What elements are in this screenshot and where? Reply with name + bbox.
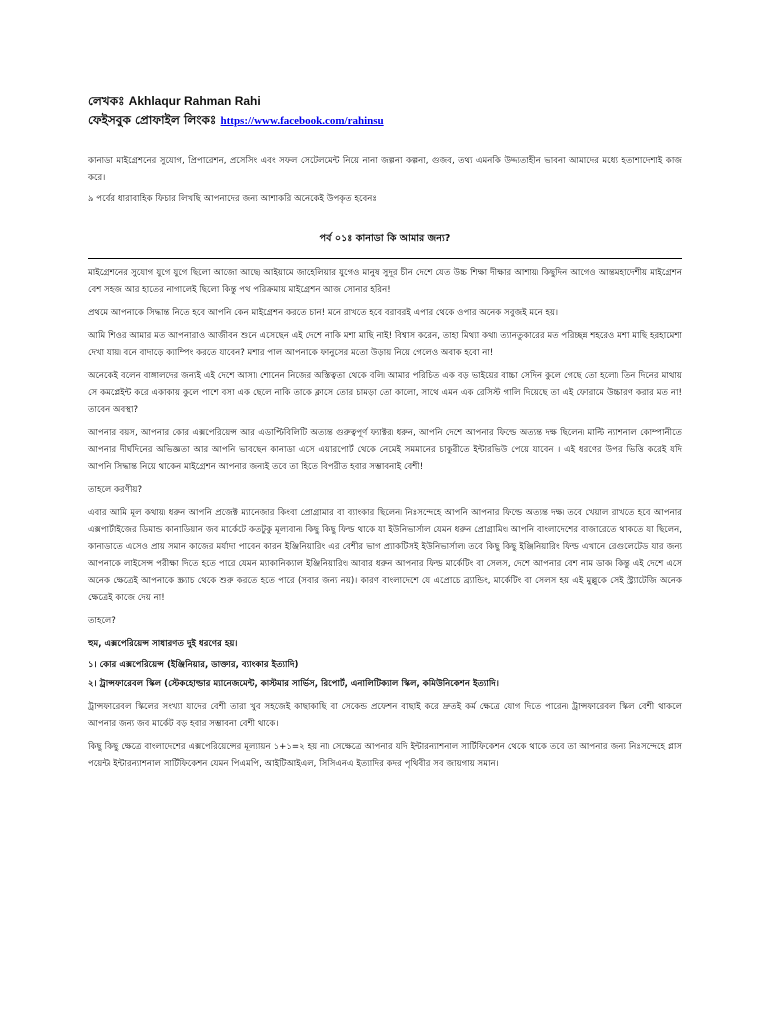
- author-line: [88, 92, 682, 111]
- body-paragraph: ট্রান্সফারেবল স্কিলের সংখ্যা যাদের বেশী তারা খুব সহজেই কাছাকাছি বা সেকেন্ড প্রফেশন বাছাই করে দ্রুতই কর্ম ক্ষেত্রে যোগ দিতে পারেন৷ ট্রান্সফারেবল স্কিল বেশী থাকলে আপনার জন্য জব মার্কেট বড় হবার সম্ভাবনা বেশী থাকে।: [88, 702, 682, 729]
- body-paragraph: এবার আমি মূল কথায়৷ ধরুন আপনি প্রজেক্ট ম্যানেজার কিংবা প্রোগ্রামার বা ব্যাংকার ছিলেন৷ নিঃসন্দেহে আপনি আপনার ফিল্ডে অত্যন্ত দক্ষ৷ তবে খেয়াল রাখতে হবে আপনার এক্সপার্টাইজের ডিমান্ড কানাডিয়ান জব মার্কেটে কতটুকু মূল্যবান৷ কিছু কিছু ফিল্ড থাকে যা ইউনিভার্সাল যেমন ধরুন প্রোগ্রামিং৷ আপনি বাংলাদেশের বাজারেতে থাকতে যা ছিলেন, কানাডাতে এসেও প্রায় সমান কাজের মর্যাদা পাবেন কারন ইঞ্জিনিয়ারিং এর বেশীর ভাগ প্র্যাকটিসই ইউনিভার্সাল৷ তবে কিছু কিছু ইঞ্জিনিয়ারিং ফিল্ড এখানে রেগুলেটেড যার জন্য আপনাকে লাইসেন্স পরীক্ষা দিতে হতে পারে যেমন ম্যাকানিক্যাল ইঞ্জিনিয়ারিং৷ আবার ধরুন আপনার ফিল্ড মার্কেটিং বা সেলস, দেশে আপনার বেশ নাম ডাক৷ কিন্তু এই দেশে এসে অনেক ক্ষেত্রেই আপনাকে স্ক্র্যাচ থেকে শুরু করতে হতে পারে (সবার জন্য নয়)। কারণ বাংলাদেশে যে এপ্রোচে ব্র্যান্ডিং, মার্কেটিং বা সেলস হয় এই মুল্লুকে সেই স্ট্র্যাটেজি অনেক ক্ষেত্রেই কাজে দেয় না!: [88, 508, 682, 603]
- list-item: ২। ট্রান্সফারেবল স্কিল (স্টেকহোল্ডার ম্যানেজমেন্ট, কাস্টমার সার্ভিস, রিপোর্ট, এনালিটিক্যাল স্কিল, কমিউনিকেশন ইত্যাদি।: [88, 679, 499, 689]
- body-paragraph: অনেকেই বলেন বাঙ্গালদের জন্যই এই দেশে আসা৷ শোনেন নিজের অস্তিত্বতা থেকে বলি৷ আমার পরিচিত এক বড় ভাইয়ের বাচ্চা সেদিন কুলে গেছে তো হলো৷ তিন দিনের মাথায় সে কমপ্লেইন্ট করে একাকায় কুলে পাশে বসা এক ছেলে নাকি তাকে ক্লাসে তোর চামড়া তো কালো, সাথে এমন এক রেসিস্ট গালি দিয়েছে তা এই ফোরামে উচ্চারণ করার মত না! তাবেন অবস্থা?: [88, 371, 682, 415]
- body-paragraph: তাহলে করণীয়?: [88, 485, 143, 495]
- body-paragraph: আপনার বয়স, আপনার কোর এক্সপেরিয়েন্স আর এডাপ্টিবিলিটি অত্যন্ত গুরুত্বপূর্ণ ফ্যাক্টর৷ ধরুন, আপনি দেশে আপনার ফিল্ডে অত্যন্ত দক্ষ ছিলেন৷ মাল্টি ন্যাশনাল কোম্পানীতে আপনার দীর্ঘদিনের অভিজ্ঞতা আর আপনি ভাবছেন কানাডা এসে এয়ারপোর্ট থেকে নেমেই সমমানের চাকুরীতে ইন্টারভিউ পেয়ে যাবেন । এই ধরণের উপর ভিত্তি করেই যদি আপনি সিদ্ধান্ত নিয়ে থাকেন মাইগ্রেশন আপনার জন্যই তবে তা হিতে বিপরীত হবার সম্ভাবনাই বেশী!: [88, 428, 682, 472]
- body-paragraph: তাহলে?: [88, 616, 116, 626]
- document-body: [88, 88, 682, 773]
- intro-paragraph: ৯ পর্বের ধারাবাহিক ফিচার লিখছি আপনাদের জন্য আশাকরি অনেকেই উপকৃত হবেনঃ: [88, 194, 377, 204]
- body-paragraph: মাইগ্রেশনের সুযোগ যুগে যুগে ছিলো আজো আছে৷ আইয়ামে জাহেলিয়ার যুগেও মানুষ সুদূর চীন দেশে যেত উচ্চ শিক্ষা দীক্ষার আশায়৷ কিছুদিন আগেও আন্তমহাদেশীয় মাইগ্রেশন বেশ সহজ আর হাতের নাগালেই ছিলো কিন্তু পথ পরিক্রমায় মাইগ্রেশন আজ সোনার হরিন!: [88, 268, 682, 295]
- body-paragraph: হুম, এক্সপেরিয়েন্স সাধারণত দুই ধরণের হয়।: [88, 639, 238, 649]
- intro-paragraph: কানাডা মাইগ্রেশনের সুযোগ, প্রিপারেশন, প্রসেসিং এবং সফল সেটেলমেন্ট নিয়ে নানা জল্পনা কল্পনা, গুজব, তথ্য এমনকি উদ্দ্যতাহীন ভাবনা আমাদের মধ্যে হতাশাদেশাই কাজ করে।: [88, 156, 682, 183]
- profile-line: [88, 111, 682, 131]
- profile-link[interactable]: https://www.facebook.com/rahinsu: [220, 115, 384, 127]
- author-label: লেখকঃ: [88, 94, 125, 108]
- author-name: Akhlaqur Rahman Rahi: [128, 94, 261, 108]
- body-paragraph: কিছু কিছু ক্ষেত্রে বাংলাদেশের এক্সপেরিয়েন্সের মূল্যায়ন ১+১=২ হয় না৷ সেক্ষেত্রে আপনার যদি ইন্টারন্যাশনাল সার্টিফিকেশন থেকে থাকে তবে তা আপনার জন্য নিঃসন্দেহে প্লাস পয়েন্ট৷ ইন্টারন্যাশনাল সার্টিফিকেশন যেমন পিএমপি, আইটিআইএল, সিসিএনএ ইত্যাদির কদর পৃথিবীর সব জায়গায় সমান।: [88, 742, 682, 769]
- profile-label: ফেইসবুক প্রোফাইল লিংকঃ: [88, 113, 217, 127]
- section-title: পর্ব ০১ঃ কানাডা কি আমার জন্য?: [319, 233, 451, 244]
- list-item: ১। কোর এক্সপেরিয়েন্স (ইঞ্জিনিয়ার, ডাক্তার, ব্যাংকার ইত্যাদি): [88, 660, 299, 670]
- body-paragraph: প্রথমে আপনাকে সিদ্ধান্ত নিতে হবে আপনি কেন মাইগ্রেশন করতে চান! মনে রাখতে হবে বরাবরই এপার থেকে ওপার অনেক সবুজই মনে হয়।: [88, 308, 559, 318]
- body-paragraph: আমি শিওর আমার মত আপনারাও আজীবন শুনে এসেছেন এই দেশে নাকি মশা মাছি নাই! বিশ্বাস করেন, তাহা মিথ্যা কথা৷ ত্যানতুকারের মত পরিচ্ছন্ন শহরেও মশা মাছি হরহামেশা দেখা যায়৷ বনে বাদাড়ে ক্যাম্পিং করতে যাবেন? মশার পাল আপনাকে ফানুসের মতো উড়ায় নিয়ে গেলেও অবাক হবো না!: [88, 331, 682, 358]
